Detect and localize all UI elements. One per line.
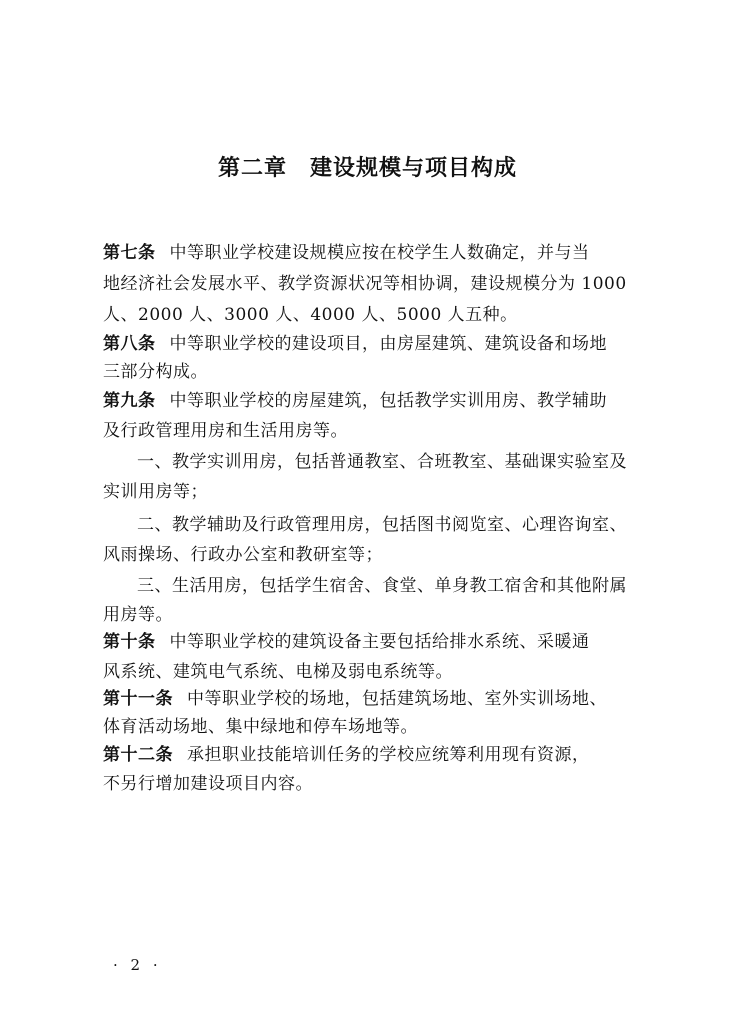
article-12-line-2: 不另行增加建设项目内容。 bbox=[103, 774, 313, 794]
article-12-label: 第十二条 bbox=[103, 745, 173, 765]
article-10-line-1 bbox=[103, 631, 590, 653]
article-10-text-1: 中等职业学校的建筑设备主要包括给排水系统、采暖通 bbox=[169, 632, 590, 652]
article-9-label: 第九条 bbox=[103, 391, 156, 411]
article-8-line-1 bbox=[103, 333, 607, 355]
article-11-label: 第十一条 bbox=[103, 689, 173, 709]
article-7-line-2: 地经济社会发展水平、教学资源状况等相协调，建设规模分为 1000 bbox=[103, 274, 627, 294]
article-12-text-1: 承担职业技能培训任务的学校应统筹利用现有资源， bbox=[187, 745, 590, 765]
article-9-line-2: 及行政管理用房和生活用房等。 bbox=[103, 421, 348, 441]
article-11-line-1 bbox=[103, 688, 607, 710]
article-7-line-3: 人、2000 人、3000 人、4000 人、5000 人五种。 bbox=[103, 305, 518, 325]
article-9-line-1 bbox=[103, 390, 607, 412]
article-9-item-2-line-2: 风雨操场、行政办公室和教研室等； bbox=[103, 545, 383, 565]
article-9-item-3-line-1: 三、生活用房，包括学生宿舍、食堂、单身教工宿舍和其他附属 bbox=[137, 576, 627, 596]
article-9-text-1: 中等职业学校的房屋建筑，包括教学实训用房、教学辅助 bbox=[169, 391, 607, 411]
page-number: · 2 · bbox=[113, 956, 162, 974]
article-7-label: 第七条 bbox=[103, 243, 156, 263]
article-8-label: 第八条 bbox=[103, 334, 156, 354]
article-7-line-1 bbox=[103, 242, 590, 264]
article-10-label: 第十条 bbox=[103, 632, 156, 652]
chapter-title: 第二章 建设规模与项目构成 bbox=[217, 156, 517, 181]
article-9-item-1-line-1: 一、教学实训用房，包括普通教室、合班教室、基础课实验室及 bbox=[137, 452, 627, 472]
article-11-line-2: 体育活动场地、集中绿地和停车场地等。 bbox=[103, 717, 418, 737]
article-8-text-1: 中等职业学校的建设项目，由房屋建筑、建筑设备和场地 bbox=[169, 334, 607, 354]
article-8-line-2: 三部分构成。 bbox=[103, 362, 208, 382]
article-9-item-2-line-1: 二、教学辅助及行政管理用房，包括图书阅览室、心理咨询室、 bbox=[137, 515, 627, 535]
article-11-text-1: 中等职业学校的场地，包括建筑场地、室外实训场地、 bbox=[187, 689, 607, 709]
article-12-line-1 bbox=[103, 744, 590, 766]
article-9-item-1-line-2: 实训用房等； bbox=[103, 482, 208, 502]
article-9-item-3-line-2: 用房等。 bbox=[103, 605, 173, 625]
article-7-text-1: 中等职业学校建设规模应按在校学生人数确定，并与当 bbox=[169, 243, 590, 263]
article-10-line-2: 风系统、建筑电气系统、电梯及弱电系统等。 bbox=[103, 662, 453, 682]
